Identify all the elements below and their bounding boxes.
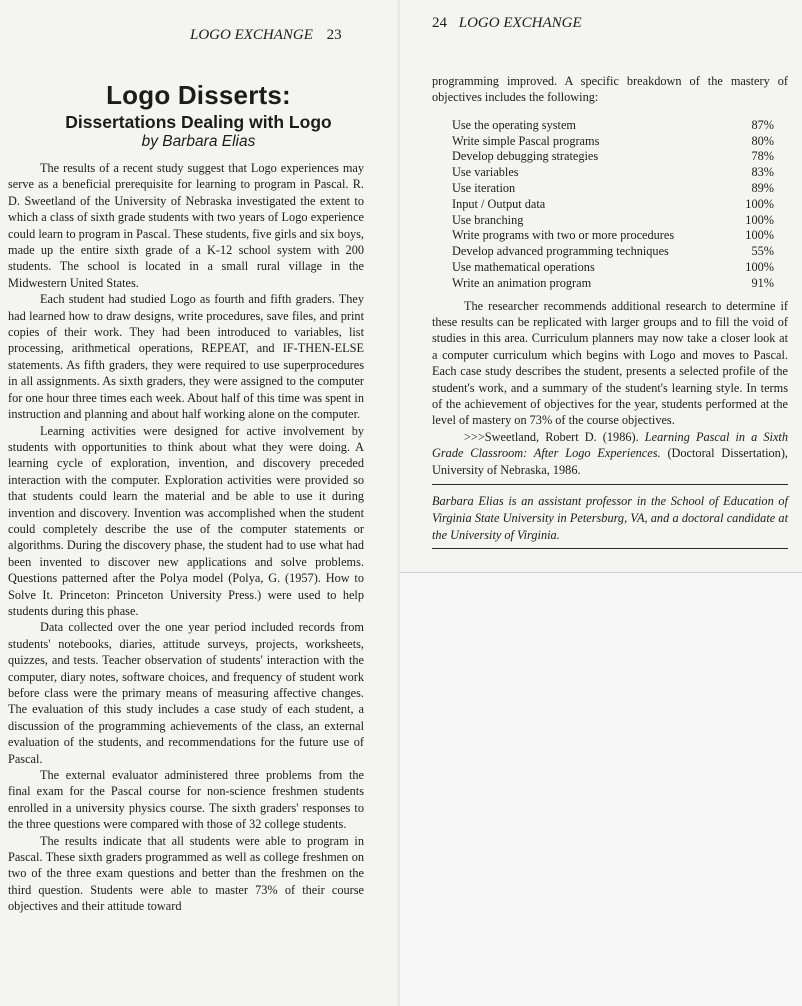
body-paragraph: The results of a recent study suggest that Logo experiences may serve as a beneficial prerequisite for learning to program in Pascal. R. D. Sweetland of the University of Nebraska investigated the extent to which a class of sixth grade students with two years of Logo experience could learn to program in Pascal. These students, five girls and six boys, made up the entire sixth grade of a K-12 school system with 200 students. The school is located in a small rural village in the Midwestern United States. [8,161,364,290]
objective-percent: 100% [745,228,774,243]
article-title: Logo Disserts: [106,80,291,110]
mastery-row [452,213,774,229]
objective-name: Develop debugging strategies [452,149,599,164]
running-head-left [190,27,342,44]
page-number: 23 [326,27,342,43]
page-number: 24 [432,15,447,31]
objective-name: Write programs with two or more procedures [452,228,675,243]
recommendation-paragraph: The researcher recommends additional research to determine if these results can be replicated with larger groups and to fill the void of studies in this area. Curriculum planners may now take a closer look at a computer curriculum which begins with Logo and moves to Pascal. Each case study describes the student, presents a selected profile of the student's work, and a summary of the student's learning style. In terms of the achievement of objectives for the year, students performed at the level of mastery on 73% of the course objectives. [432,298,788,428]
objective-name: Use the operating system [452,117,576,132]
continuation-paragraph: programming improved. A specific breakdown of the mastery of objectives includes the following: [432,74,788,105]
body-paragraph: Each student had studied Logo as fourth and fifth graders. They had learned how to draw designs, write procedures, save files, and print copies of their work. They had been introduced to variables, list processing, arithmetical operations, REPEAT, and IF-THEN-ELSE statements. As fifth graders, they were required to use superprocedures in all assignments. As sixth graders, they were assigned to the computer for one hour three times each week. About half of this time was spent in instruction and planning and about half working alone on the computer. [8,292,364,422]
mastery-row [452,197,774,213]
body-paragraph: Learning activities were designed for active involvement by students with opportunities to think about what they were doing. A learning cycle of exploration, invention, and discovery preceded interaction with the computer. Exploration activities were provided so that students could learn the material and be able to use it during invention and discovery. Invention was accomplished when the student could completely describe the use of the computer statements or algorithms. During the discovery phase, the student had to use what had been invented to discover new applications and solve problems. Questions patterned after the Polya model (Polya, G. (1957). How to Solve It. Princeton: Princeton University Press.) were used to help students during this phase. [8,423,364,618]
mastery-row [452,181,774,197]
body-paragraph: The results indicate that all students were able to program in Pascal. These sixth graders programmed as well as college freshmen on two of the three exam questions and better than the freshmen on the third question. Students were able to master 73% of their course objectives and their attitude toward [8,833,364,914]
objective-name: Use variables [452,165,519,180]
objective-percent: 87% [751,117,774,132]
mastery-table [452,118,774,292]
mastery-row [452,228,774,244]
mastery-row [452,165,774,181]
body-paragraph: Data collected over the one year period included records from students' notebooks, diaries, attitude surveys, projects, worksheets, quizzes, and tests. Teacher observation of students' interaction with the computer, diary notes, software choices, and frequency of student work before class were the primary means of measuring affective changes. The evaluation of this study includes a case study of each student, a discussion of the programming achievements of the class, an external evaluation of the students, and recommendations for the future use of Pascal. [8,620,364,766]
objective-name: Input / Output data [452,196,546,211]
objective-name: Write an animation program [452,275,592,290]
objective-name: Develop advanced programming techniques [452,244,669,259]
mastery-row [452,276,774,292]
objective-name: Write simple Pascal programs [452,133,600,148]
objective-name: Use iteration [452,181,516,195]
mastery-row [452,260,774,276]
objective-percent: 55% [751,244,774,259]
right-column-body [432,73,788,549]
reference-title: Learning Pascal in a Sixth Grade Classroom: After Logo Experiences. [432,429,788,461]
objective-percent: 100% [745,196,774,211]
reference-suffix: (Doctoral Dissertation), University of Nebraska, 1986. [432,446,788,477]
mastery-row [452,244,774,260]
blank-paper-area [400,573,802,1006]
reference-prefix: >>>Sweetland, Robert D. (1986). [464,429,639,444]
mastery-row [452,134,774,150]
objective-percent: 91% [751,275,774,290]
left-column-body [8,160,364,915]
objective-percent: 89% [751,181,774,195]
author-bio: Barbara Elias is an assistant professor in the School of Education of Virginia State University in Petersburg, VA, and a doctoral candidate at the University of Virginia. [432,494,788,543]
divider-rule [432,548,788,549]
running-head-right [432,15,582,32]
objective-percent: 100% [745,212,774,227]
running-head-title: LOGO EXCHANGE [458,15,582,31]
objective-percent: 80% [751,133,774,148]
divider-rule [432,484,788,485]
running-head-title: LOGO EXCHANGE [190,27,313,43]
objective-name: Use branching [452,212,524,227]
body-paragraph: The external evaluator administered three problems from the final exam for the Pascal course for non-science freshmen students enrolled in a university physics course. The sixth graders' responses to the three questions were compared with those of 32 college students. [8,768,364,832]
left-page-23 [0,0,397,1006]
objective-percent: 78% [751,149,774,164]
reference-citation [432,429,788,478]
mastery-row [452,149,774,165]
article-subtitle: Dissertations Dealing with Logo [65,112,332,132]
article-byline: by Barbara Elias [141,133,256,150]
objective-percent: 100% [745,259,774,274]
mastery-row [452,118,774,134]
objective-name: Use mathematical operations [452,259,595,274]
objective-percent: 83% [751,165,774,180]
